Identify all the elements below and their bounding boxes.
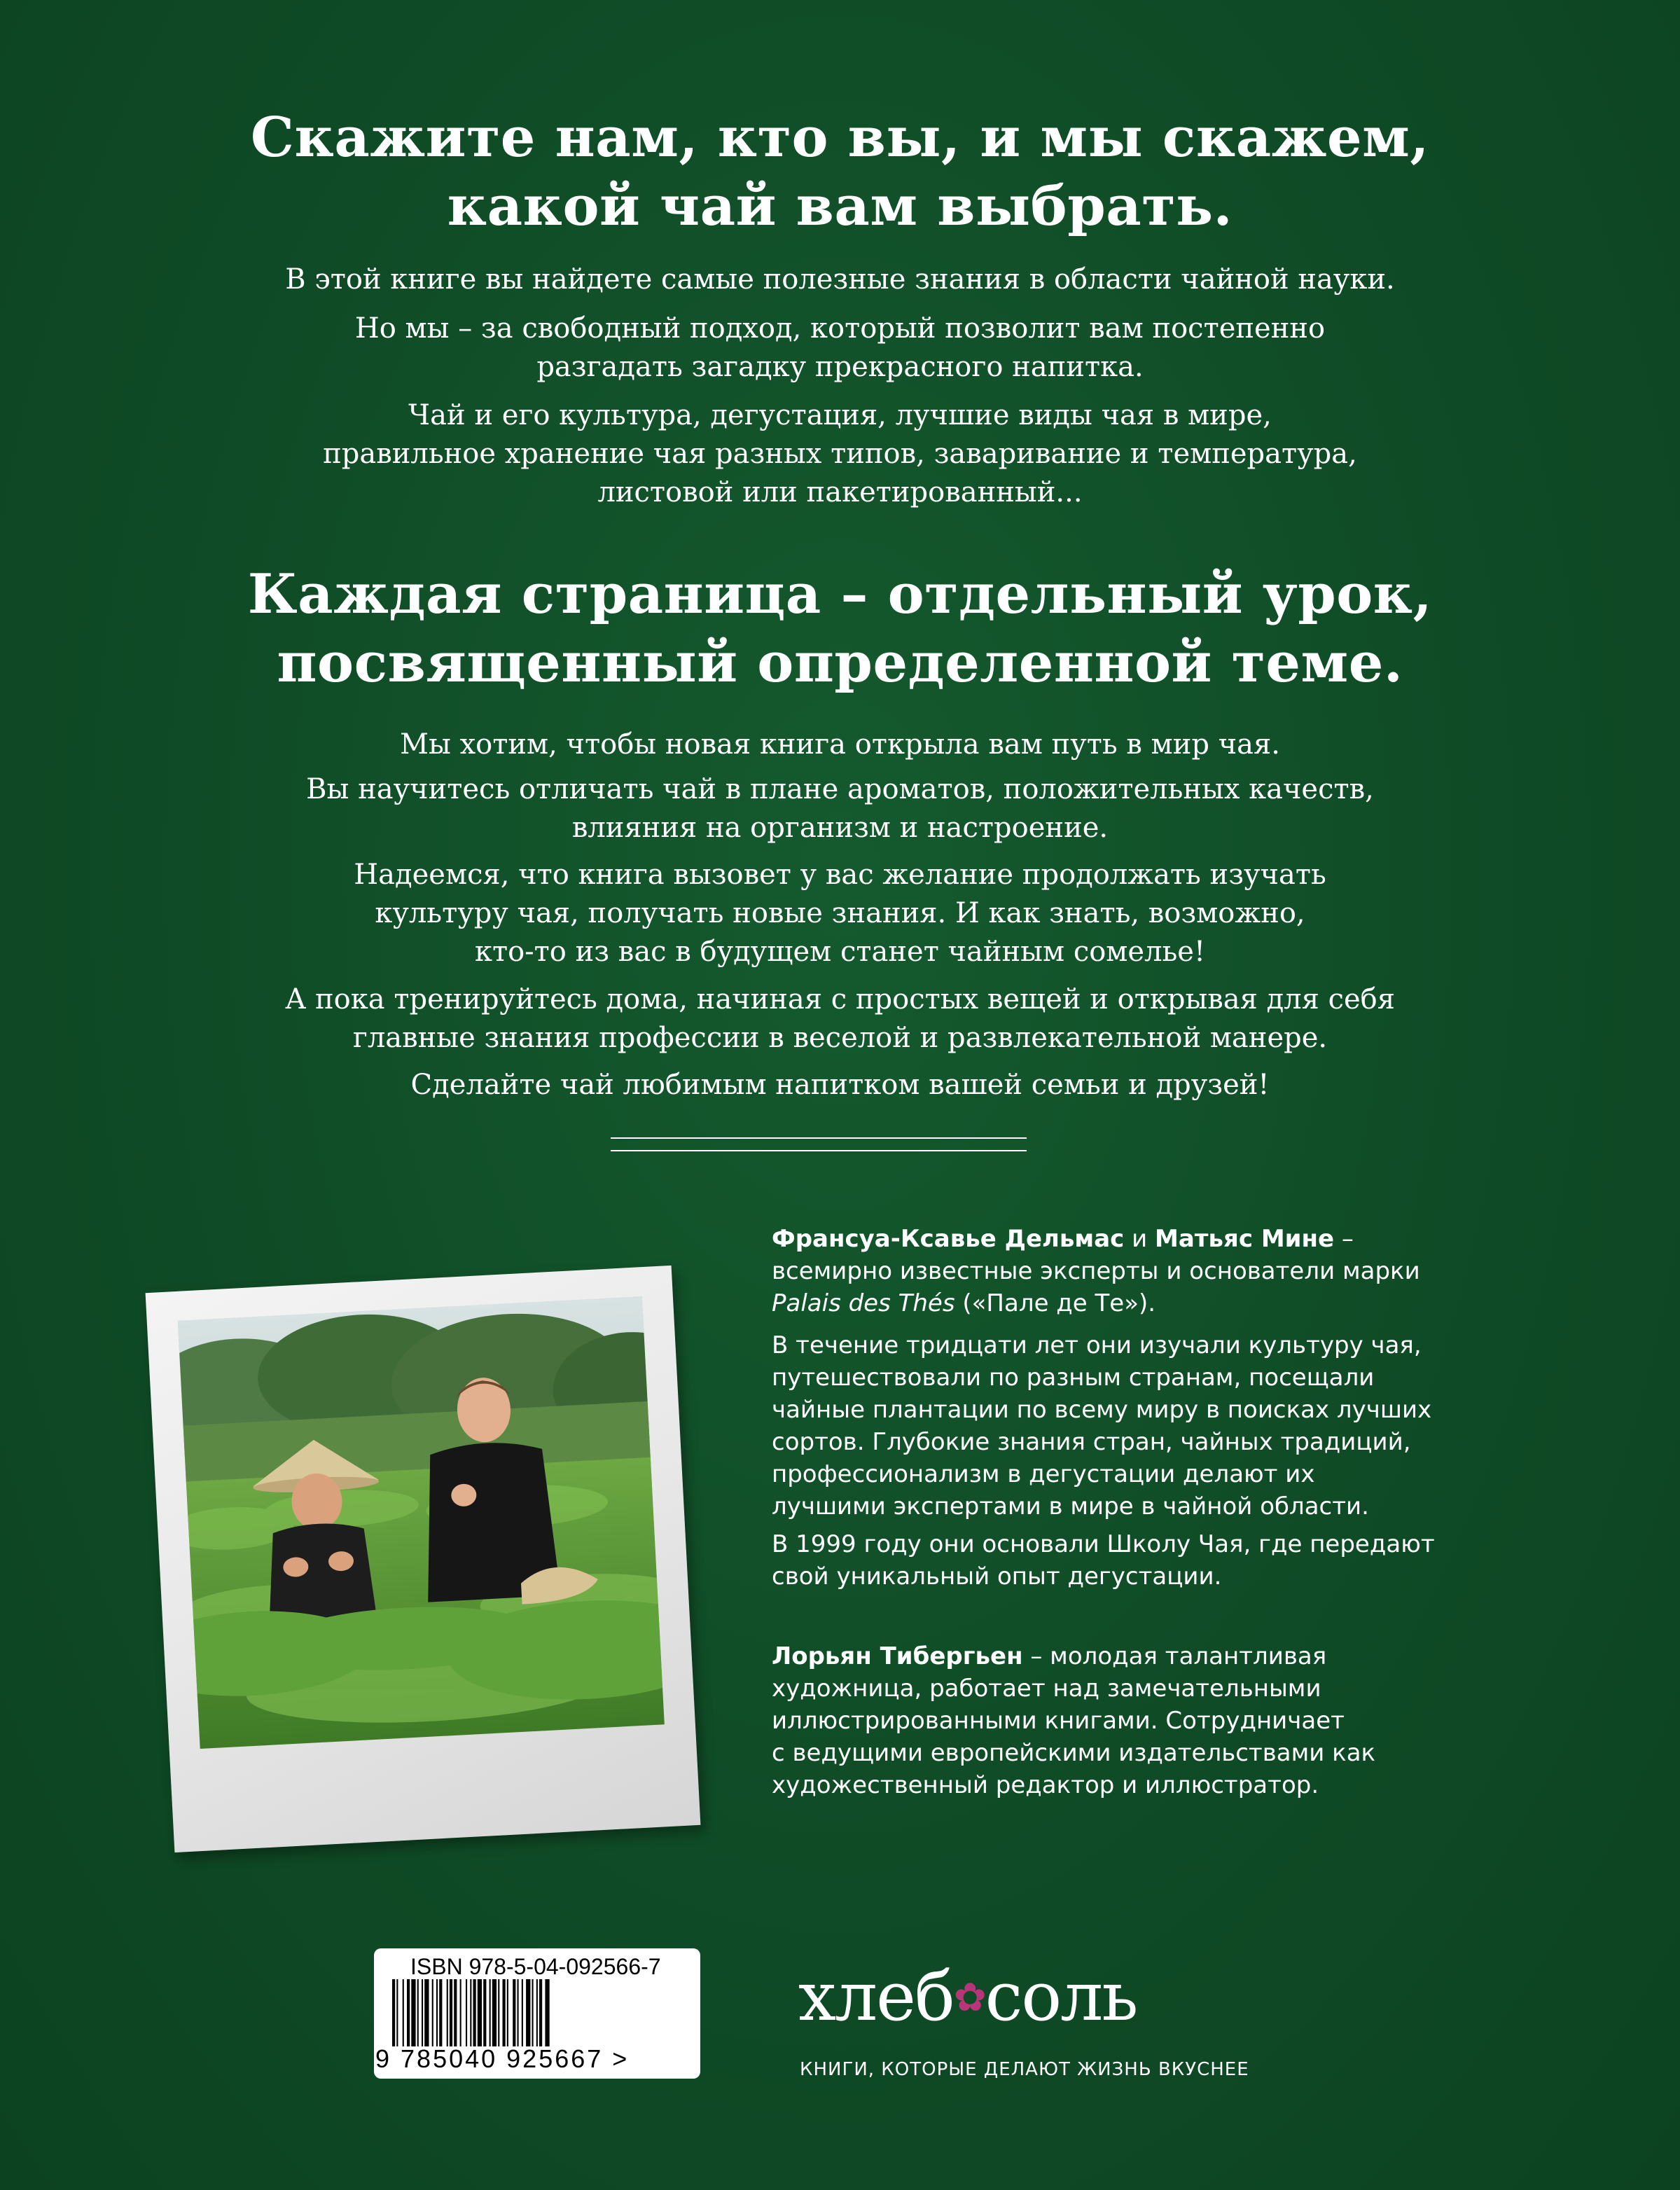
intro-p3-line2: правильное хранение чая разных типов, заваривание и температура,	[323, 438, 1357, 470]
isbn-text: ISBN 978-5-04-092566-7	[410, 1954, 661, 1979]
authors-bio-line6: лучшими экспертами в мире в чайной области.	[772, 1492, 1369, 1520]
intro-p2-line1: Но мы – за свободный подход, который позволит вам постепенно	[354, 312, 1326, 345]
publisher-logo	[798, 1957, 1219, 2036]
author1-name: Франсуа-Ксавье Дельмас	[772, 1225, 1125, 1253]
authors-bio-line4: сортов. Глубокие знания стран, чайных традиций,	[772, 1428, 1411, 1456]
divider-line-bottom	[611, 1150, 1027, 1151]
illustrator-bio	[772, 1640, 1479, 1801]
body-paragraph-2	[140, 770, 1540, 847]
body-p5-line2: влияния на организм и настроение.	[571, 812, 1109, 844]
illustrator-name: Лорьян Тибергьен	[772, 1642, 1023, 1670]
body-p6-line3: кто-то из вас в будущем станет чайным сомелье!	[474, 936, 1206, 968]
authors-intro	[772, 1223, 1479, 1319]
headline-middle	[140, 560, 1540, 698]
illustrator-line1-rest: – молодая талантливая	[1022, 1642, 1327, 1670]
tea-plantation-photo	[178, 1296, 665, 1749]
author-photo	[178, 1296, 665, 1749]
headline-middle-line2: посвященный определенной теме.	[277, 631, 1403, 695]
body-paragraph-3	[140, 856, 1540, 971]
illustrator-line2: художница, работает над замечательными	[772, 1675, 1321, 1703]
authors-school-line2: свой уникальный опыт дегустации.	[772, 1562, 1222, 1590]
intro-paragraph-2	[140, 310, 1540, 387]
body-p5-line1: Вы научитесь отличать чай в плане ароматов, положительных качеств,	[306, 773, 1374, 805]
illustrator-line3: иллюстрированными книгами. Сотрудничает	[772, 1707, 1345, 1735]
headline-top	[140, 104, 1540, 241]
brand-russian: («Пале де Те»).	[954, 1289, 1156, 1317]
body-p6-line2: культуру чая, получать новые знания. И как знать, возможно,	[375, 897, 1305, 929]
body-paragraph-5	[140, 1066, 1540, 1104]
body-p7-line1: А пока тренируйтесь дома, начиная с простых вещей и открывая для себя	[285, 983, 1395, 1016]
authors-intro-line2: всемирно известные эксперты и основатели марки	[772, 1257, 1420, 1285]
intro-p3-line1: Чай и его культура, дегустация, лучшие виды чая в мире,	[408, 399, 1272, 431]
authors-dash: –	[1334, 1225, 1354, 1253]
body-p7-line2: главные знания профессии в веселой и развлекательной манере.	[352, 1022, 1328, 1054]
body-paragraph-1	[140, 726, 1540, 764]
body-paragraph-4	[140, 980, 1540, 1058]
authors-bio-line5: профессионализм в дегустации делают их	[772, 1460, 1315, 1488]
authors-school-line1: В 1999 году они основали Школу Чая, где передают	[772, 1530, 1435, 1558]
flower-icon: ✿	[953, 1975, 985, 2021]
isbn-barcode	[374, 1948, 700, 2079]
intro-p2-line2: разгадать загадку прекрасного напитка.	[536, 351, 1144, 383]
illustrator-line5: художественный редактор и иллюстратор.	[772, 1771, 1319, 1799]
brand-name: Palais des Thés	[772, 1289, 955, 1317]
barcode-bars	[389, 1979, 683, 2055]
illustrator-line4: с ведущими европейскими издательствами как	[772, 1739, 1376, 1767]
authors-school	[772, 1528, 1479, 1593]
logo-right: соль	[985, 1957, 1137, 2036]
intro-paragraph-3	[140, 396, 1540, 512]
headline-top-line1: Скажите нам, кто вы, и мы скажем,	[250, 106, 1430, 169]
author-photo-frame	[146, 1266, 701, 1852]
authors-bio	[772, 1329, 1479, 1523]
body-p4-text: Мы хотим, чтобы новая книга открыла вам путь в мир чая.	[400, 728, 1280, 761]
authors-bio-line2: путешествовали по разным странам, посещали	[772, 1364, 1375, 1392]
authors-bio-line3: чайные плантации по всему миру в поисках лучших	[772, 1396, 1432, 1424]
barcode-digits: 9 785040 925667 >	[375, 2044, 630, 2073]
body-p8-text: Сделайте чай любимым напитком вашей семьи и друзей!	[410, 1069, 1270, 1101]
publisher-tagline: КНИГИ, КОТОРЫЕ ДЕЛАЮТ ЖИЗНЬ ВКУСНЕЕ	[800, 2059, 1249, 2080]
intro-p3-line3: листовой или пакетированный...	[597, 476, 1083, 508]
headline-top-line2: какой чай вам выбрать.	[447, 174, 1233, 238]
headline-middle-line1: Каждая страница – отдельный урок,	[247, 562, 1433, 626]
author2-name: Матьяс Мине	[1155, 1225, 1335, 1253]
divider-line-top	[611, 1137, 1027, 1139]
body-p6-line1: Надеемся, что книга вызовет у вас желание продолжать изучать	[354, 859, 1326, 891]
authors-bio-line1: В течение тридцати лет они изучали культуру чая,	[772, 1331, 1422, 1359]
logo-left: хлеб	[798, 1957, 954, 2036]
intro-paragraph-1	[140, 261, 1540, 299]
intro-p1-text: В этой книге вы найдете самые полезные знания в области чайной науки.	[285, 263, 1395, 296]
authors-and: и	[1124, 1225, 1155, 1253]
